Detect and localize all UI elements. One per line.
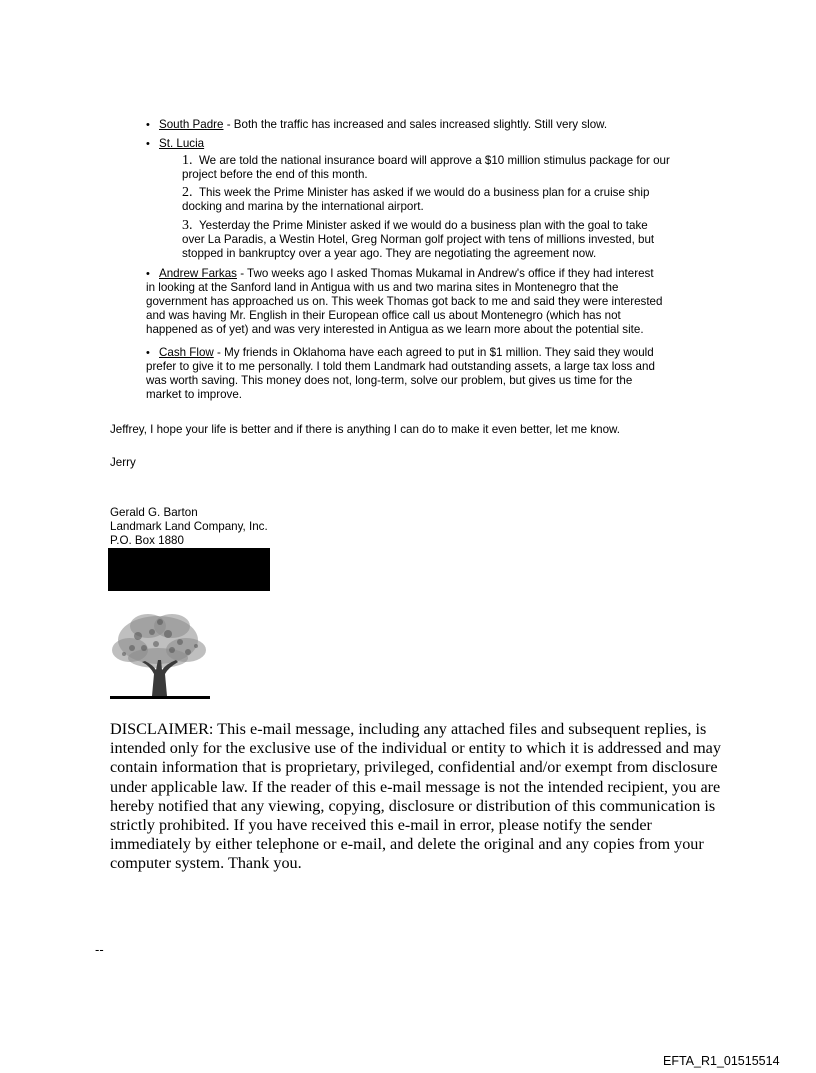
signature-company: Landmark Land Company, Inc. <box>110 520 268 533</box>
signature-separator: -- <box>95 942 104 957</box>
item-label-cash-flow: Cash Flow <box>159 346 214 359</box>
item-text: happened as of yet) and was very interested in Antigua as we learn more about the potential site. <box>146 323 644 336</box>
subitem-text: This week the Prime Minister has asked if we would do a business plan for a cruise ship <box>198 186 650 199</box>
subitem-number: 1. <box>182 153 193 168</box>
subitem-text: over La Paradis, a Westin Hotel, Greg Norman golf project with tens of millions invested, but <box>182 233 655 246</box>
item-text: - Two weeks ago I asked Thomas Mukamal in Andrew's office if they had interest <box>236 267 654 280</box>
bullet: • <box>146 268 150 280</box>
list-item-south-padre <box>146 118 607 132</box>
subitem-number: 2. <box>182 185 193 200</box>
bullet: • <box>146 138 150 150</box>
item-text-south-padre: - Both the traffic has increased and sales increased slightly. Still very slow. <box>223 118 608 131</box>
sign-off: Jerry <box>110 456 136 469</box>
disclaimer-line: DISCLAIMER: This e-mail message, including any attached files and subsequent replies, is <box>110 720 707 738</box>
subitem-text: docking and marina by the international airport. <box>182 200 424 213</box>
subitem-number: 3. <box>182 218 193 233</box>
item-label-south-padre: South Padre <box>159 118 224 131</box>
disclaimer-line: intended only for the exclusive use of the individual or entity to which it is addressed and may <box>110 739 721 758</box>
item-text: government has approached us on. This week Thomas got back to me and said they were interested <box>146 295 663 308</box>
document-id: EFTA_R1_01515514 <box>663 1054 780 1068</box>
item-text: - My friends in Oklahoma have each agreed to put in $1 million. They said they would <box>213 346 654 359</box>
list-item-st-lucia <box>146 137 204 151</box>
list-item-andrew-farkas <box>146 267 746 337</box>
closing-sentence: Jeffrey, I hope your life is better and if there is anything I can do to make it even better, let me know. <box>110 423 620 436</box>
disclaimer-line: hereby notified that any viewing, copying, disclosure or distribution of this communication is <box>110 796 716 815</box>
st-lucia-subitem-3 <box>182 219 742 261</box>
disclaimer-line: contain information that is proprietary, privileged, confidential and/or exempt from disclosure <box>110 758 718 777</box>
subitem-text: project before the end of this month. <box>182 168 368 181</box>
subitem-text: Yesterday the Prime Minister asked if we would do a business plan with the goal to take <box>198 219 648 232</box>
signature-name: Gerald G. Barton <box>110 506 198 519</box>
item-text: market to improve. <box>146 388 242 401</box>
item-text: in looking at the Sanford land in Antigua with us and two marina sites in Montenegro that the <box>146 281 619 294</box>
signature-block <box>110 506 268 548</box>
bullet: • <box>146 119 150 131</box>
disclaimer <box>110 720 750 874</box>
disclaimer-line: strictly prohibited. If you have received this e-mail in error, please notify the sender <box>110 816 652 835</box>
subitem-text: We are told the national insurance board will approve a $10 million stimulus package for our <box>198 154 670 167</box>
signature-po-box: P.O. Box 1880 <box>110 534 184 547</box>
disclaimer-line: computer system. Thank you. <box>110 854 302 873</box>
item-text: prefer to give it to me personally. I told them Landmark had outstanding assets, a large tax loss and <box>146 360 655 373</box>
item-text: and was having Mr. English in their European office call us about Montenegro (which has not <box>146 309 621 322</box>
bullet: • <box>146 347 150 359</box>
list-item-cash-flow <box>146 346 746 402</box>
st-lucia-subitem-2 <box>182 186 742 214</box>
disclaimer-line: under applicable law. If the reader of this e-mail message is not the intended recipient, you are <box>110 777 721 796</box>
disclaimer-line: immediately by either telephone or e-mail, and delete the original and any copies from your <box>110 835 704 854</box>
item-text: was worth saving. This money does not, long-term, solve our problem, but gives us time for the <box>146 374 633 387</box>
item-label-andrew-farkas: Andrew Farkas <box>159 267 237 280</box>
subitem-text: stopped in bankruptcy over a year ago. They are negotiating the agreement now. <box>182 247 597 260</box>
redaction-box <box>108 548 270 591</box>
item-label-st-lucia: St. Lucia <box>159 137 205 150</box>
oak-tree-icon <box>108 608 212 702</box>
st-lucia-subitem-1 <box>182 154 742 182</box>
